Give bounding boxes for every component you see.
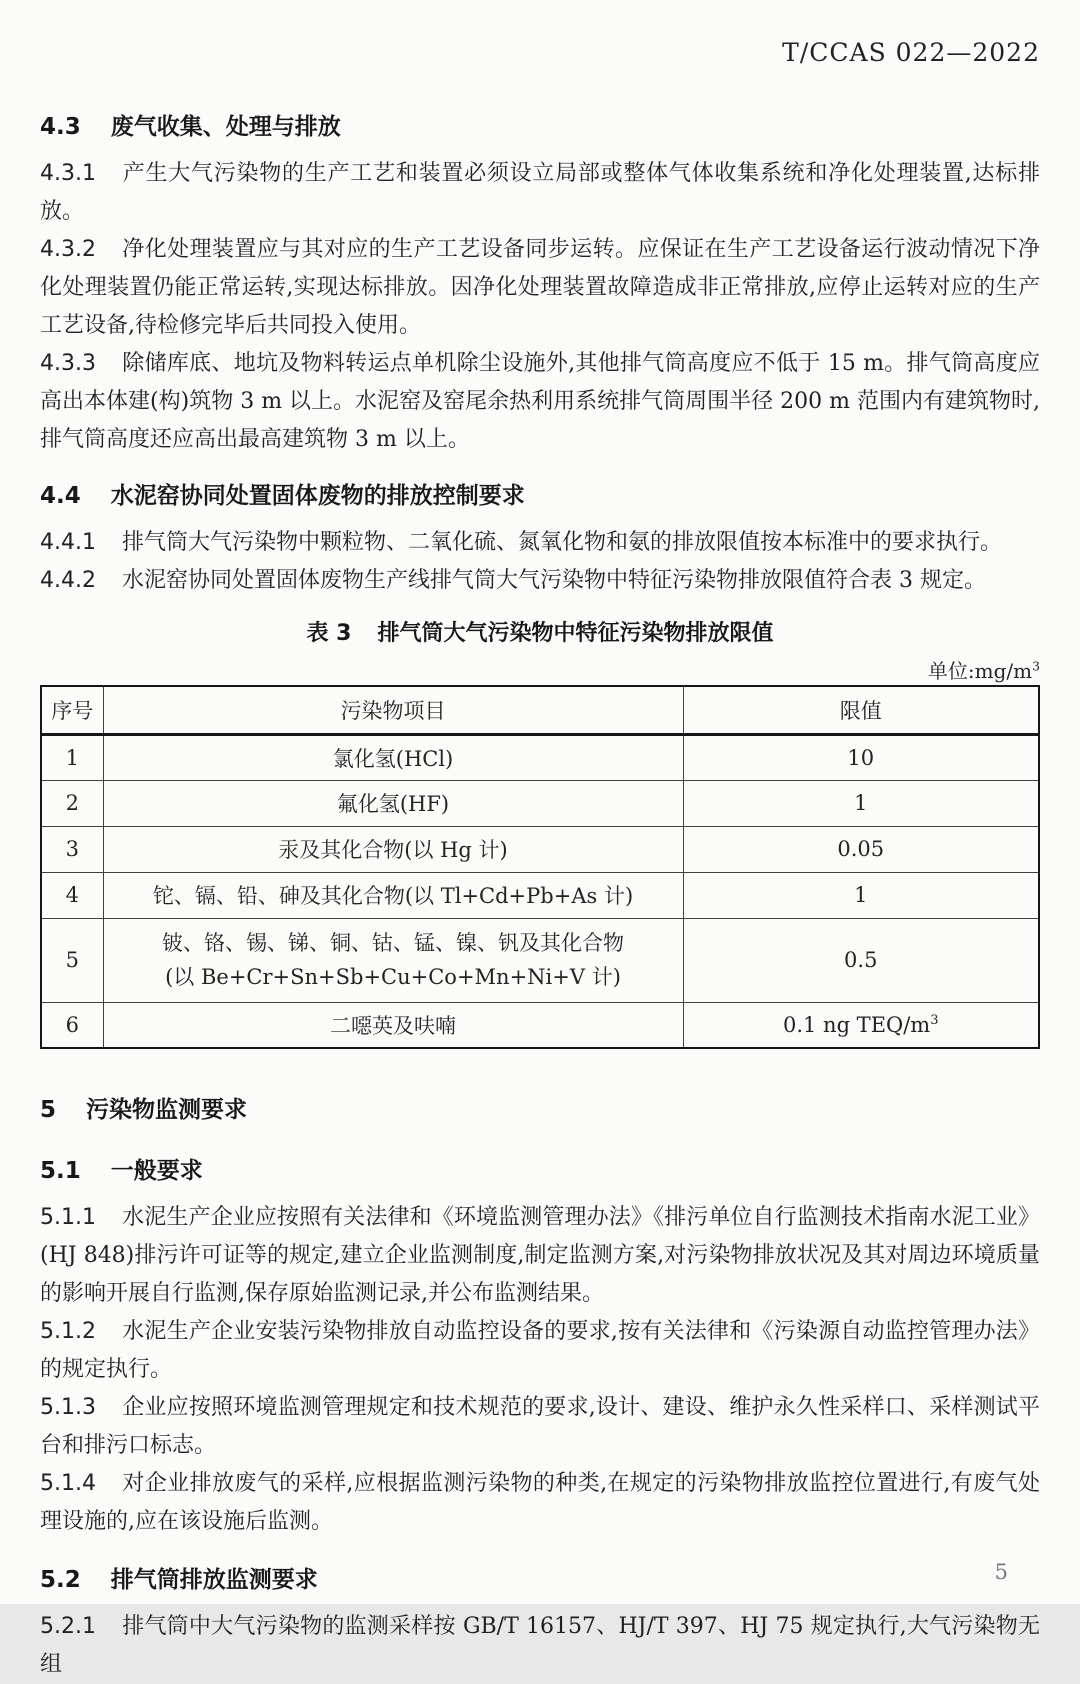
section-4-4-heading: [40, 477, 1040, 510]
table-header-row: [41, 686, 1039, 734]
clause-4-4-2: [40, 562, 1040, 600]
limit-cell: 1: [683, 780, 1039, 826]
pollutant-cell: 汞及其化合物(以 Hg 计): [103, 826, 683, 872]
clause-text: 产生大气污染物的生产工艺和装置必须设立局部或整体气体收集系统和净化处理装置,达标排放。: [40, 161, 1040, 224]
table-row: [41, 734, 1039, 780]
pollutant-cell: [103, 918, 683, 1002]
clause-5-2-1: [40, 1608, 1040, 1684]
section-5-1-heading: [40, 1152, 1040, 1185]
pollutant-cell: 氟化氢(HF): [103, 780, 683, 826]
section-5-heading: [40, 1091, 1040, 1124]
standard-code: T/CCAS 022—2022: [782, 38, 1040, 67]
clause-4-4-1: [40, 524, 1040, 562]
clause-4-3-3: [40, 345, 1040, 459]
clause-number: 4.3.3: [40, 351, 96, 376]
column-header-pollutant: 污染物项目: [103, 686, 683, 734]
section-4-3-heading: [40, 108, 1040, 141]
clause-number: 5.2.1: [40, 1614, 96, 1639]
row-no-cell: 4: [41, 872, 103, 918]
pollutant-line-2: (以 Be+Cr+Sn+Sb+Cu+Co+Mn+Ni+V 计): [165, 965, 621, 989]
pollutant-line-1: 铍、铬、锡、锑、铜、钴、锰、镍、钒及其化合物: [162, 931, 624, 955]
table-3-caption: [40, 616, 1040, 647]
limit-superscript: 3: [930, 1012, 939, 1028]
clause-text: 水泥窑协同处置固体废物生产线排气筒大气污染物中特征污染物排放限值符合表 3 规定。: [121, 568, 986, 593]
limit-cell: 0.5: [683, 918, 1039, 1002]
clause-number: 5.1.4: [40, 1471, 96, 1496]
section-number: 5.1: [40, 1158, 81, 1184]
clause-5-1-2: [40, 1313, 1040, 1389]
clause-number: 5.1.3: [40, 1395, 96, 1420]
limit-cell: [683, 1002, 1039, 1048]
clause-block-5-1: [40, 1199, 1040, 1541]
clause-text: 净化处理装置应与其对应的生产工艺设备同步运转。应保证在生产工艺设备运行波动情况下净化处理装置仍能正常运转,实现达标排放。因净化处理装置故障造成非正常排放,应停止运转对应的生产工艺设备,待检修完毕后共同投入使用。: [40, 237, 1040, 338]
section-number: 5: [40, 1097, 57, 1123]
table-caption-title: 排气筒大气污染物中特征污染物排放限值: [377, 621, 774, 646]
table-row: [41, 872, 1039, 918]
table-row: [41, 780, 1039, 826]
clause-block-5-2: [40, 1608, 1040, 1684]
clause-5-1-4: [40, 1465, 1040, 1541]
clause-4-3-2: [40, 231, 1040, 345]
clause-text: 水泥生产企业应按照有关法律和《环境监测管理办法》《排污单位自行监测技术指南水泥工业》(HJ 848)排污许可证等的规定,建立企业监测制度,制定监测方案,对污染物排放状况及其对周边环境质量的影响开展自行监测,保存原始监测记录,并公布监测结果。: [40, 1205, 1040, 1306]
section-title: 污染物监测要求: [86, 1097, 248, 1123]
clause-number: 4.4.1: [40, 530, 96, 555]
unit-superscript: 3: [1032, 658, 1040, 674]
pollutant-cell: 二噁英及呋喃: [103, 1002, 683, 1048]
section-title: 水泥窑协同处置固体废物的排放控制要求: [110, 483, 525, 509]
section-number: 4.3: [40, 114, 81, 140]
section-number: 4.4: [40, 483, 81, 509]
column-header-no: 序号: [41, 686, 103, 734]
table-unit-label: [40, 655, 1040, 681]
section-title: 一般要求: [110, 1158, 203, 1184]
row-no-cell: 6: [41, 1002, 103, 1048]
clause-block-4-4: [40, 524, 1040, 600]
pollutant-limits-table: [40, 685, 1040, 1049]
table-caption-number: 表 3: [306, 621, 352, 646]
clause-number: 5.1.2: [40, 1319, 96, 1344]
clause-text: 对企业排放废气的采样,应根据监测污染物的种类,在规定的污染物排放监控位置进行,有废气处理设施的,应在该设施后监测。: [40, 1471, 1040, 1534]
page-number: 5: [994, 1560, 1008, 1584]
clause-text: 除储库底、地坑及物料转运点单机除尘设施外,其他排气筒高度应不低于 15 m。排气筒高度应高出本体建(构)筑物 3 m 以上。水泥窑及窑尾余热利用系统排气筒周围半径 200 m 范围内有建筑物时,排气筒高度还应高出最高建筑物 3 m 以上。: [40, 351, 1040, 452]
table-row: [41, 1002, 1039, 1048]
section-number: 5.2: [40, 1567, 81, 1593]
table-row: [41, 918, 1039, 1002]
section-title: 排气筒排放监测要求: [110, 1567, 318, 1593]
limit-cell: 1: [683, 872, 1039, 918]
row-no-cell: 1: [41, 734, 103, 780]
clause-text: 水泥生产企业安装污染物排放自动监控设备的要求,按有关法律和《污染源自动监控管理办法》的规定执行。: [40, 1319, 1040, 1382]
clause-text: 企业应按照环境监测管理规定和技术规范的要求,设计、建设、维护永久性采样口、采样测试平台和排污口标志。: [40, 1395, 1040, 1458]
clause-number: 4.3.1: [40, 161, 96, 186]
clause-text: 排气筒中大气污染物的监测采样按 GB/T 16157、HJ/T 397、HJ 75 规定执行,大气污染物无组: [40, 1614, 1040, 1677]
limit-value: 0.1 ng TEQ/m: [782, 1012, 931, 1037]
section-title: 废气收集、处理与排放: [110, 114, 341, 140]
pollutant-cell: 铊、镉、铅、砷及其化合物(以 Tl+Cd+Pb+As 计): [103, 872, 683, 918]
column-header-limit: 限值: [683, 686, 1039, 734]
row-no-cell: 5: [41, 918, 103, 1002]
row-no-cell: 2: [41, 780, 103, 826]
row-no-cell: 3: [41, 826, 103, 872]
limit-cell: 0.05: [683, 826, 1039, 872]
limit-cell: 10: [683, 734, 1039, 780]
clause-number: 5.1.1: [40, 1205, 96, 1230]
clause-block-4-3: [40, 155, 1040, 459]
table-row: [41, 826, 1039, 872]
unit-text: 单位:mg/m: [927, 659, 1033, 683]
clause-number: 4.4.2: [40, 568, 96, 593]
clause-4-3-1: [40, 155, 1040, 231]
clause-5-1-3: [40, 1389, 1040, 1465]
section-5-2-heading: [40, 1561, 1040, 1594]
clause-number: 4.3.2: [40, 237, 96, 262]
clause-text: 排气筒大气污染物中颗粒物、二氧化硫、氮氧化物和氨的排放限值按本标准中的要求执行。: [121, 530, 1002, 555]
clause-5-1-1: [40, 1199, 1040, 1313]
pollutant-cell: 氯化氢(HCl): [103, 734, 683, 780]
